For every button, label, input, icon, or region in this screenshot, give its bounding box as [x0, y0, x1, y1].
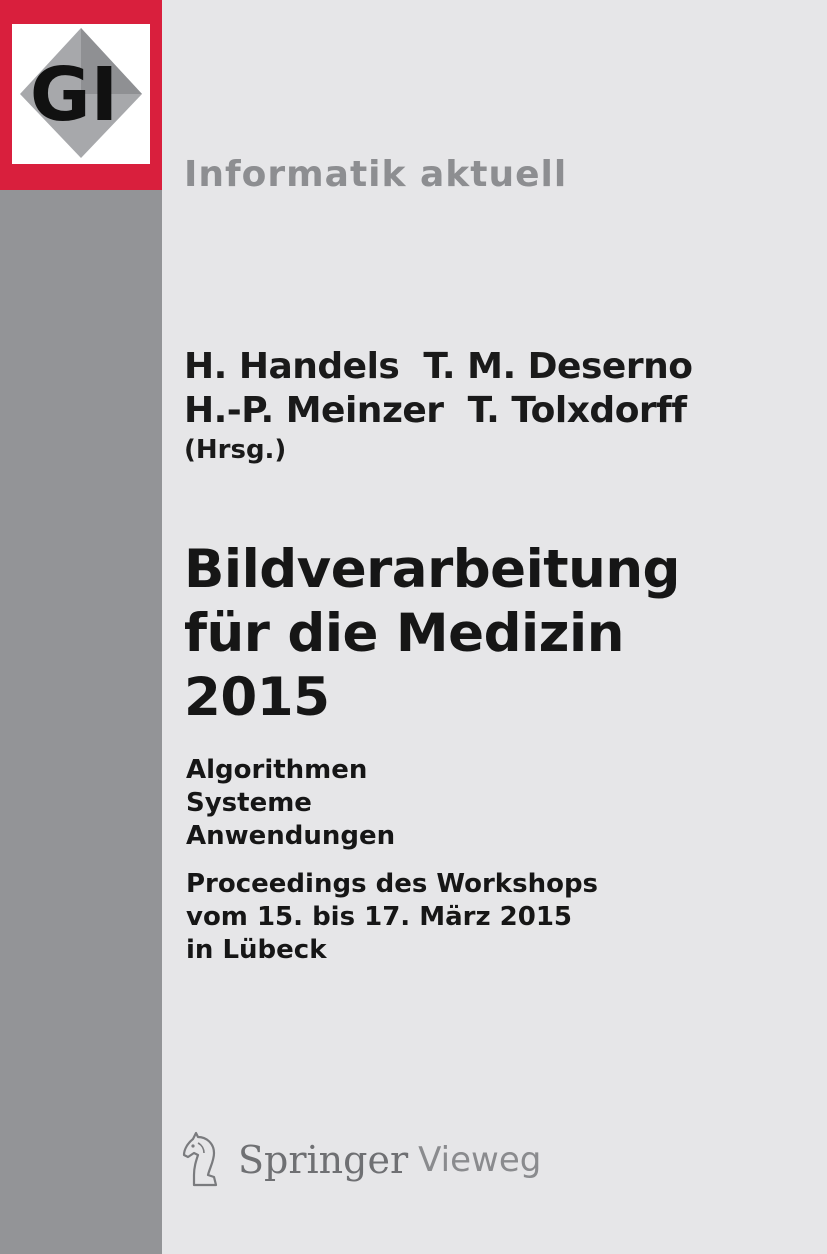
publisher-name: Springer: [238, 1138, 409, 1182]
editors: [184, 345, 716, 467]
title-line: 2015: [184, 667, 330, 728]
gi-logo-icon: [12, 24, 150, 164]
book-title: [184, 538, 680, 730]
subtitle-line: Anwendungen: [186, 821, 396, 851]
logo-text: GI: [29, 52, 119, 138]
subtitle-line: Systeme: [186, 788, 312, 818]
subtitle-line: Algorithmen: [186, 755, 368, 785]
springer-horse-icon: [180, 1131, 230, 1189]
editor-name: T. Tolxdorff: [467, 390, 687, 431]
title-line: Bildverarbeitung: [184, 539, 680, 600]
title-line: für die Medizin: [184, 603, 624, 664]
gi-logo: [12, 24, 150, 164]
red-header-block: [0, 0, 162, 190]
series-title: Informatik aktuell: [184, 154, 568, 195]
proceedings-line: vom 15. bis 17. März 2015: [186, 902, 573, 932]
publisher-logo: [180, 1128, 541, 1192]
editor-role: (Hrsg.): [184, 435, 287, 465]
proceedings-note: [186, 868, 598, 967]
editor-name: T. M. Deserno: [423, 346, 693, 387]
proceedings-line: in Lübeck: [186, 935, 327, 965]
publisher-imprint: Vieweg: [418, 1140, 542, 1180]
subtitle: [186, 754, 395, 853]
editor-name: H. Handels: [184, 346, 400, 387]
proceedings-line: Proceedings des Workshops: [186, 869, 599, 899]
editor-name: H.-P. Meinzer: [184, 390, 444, 431]
